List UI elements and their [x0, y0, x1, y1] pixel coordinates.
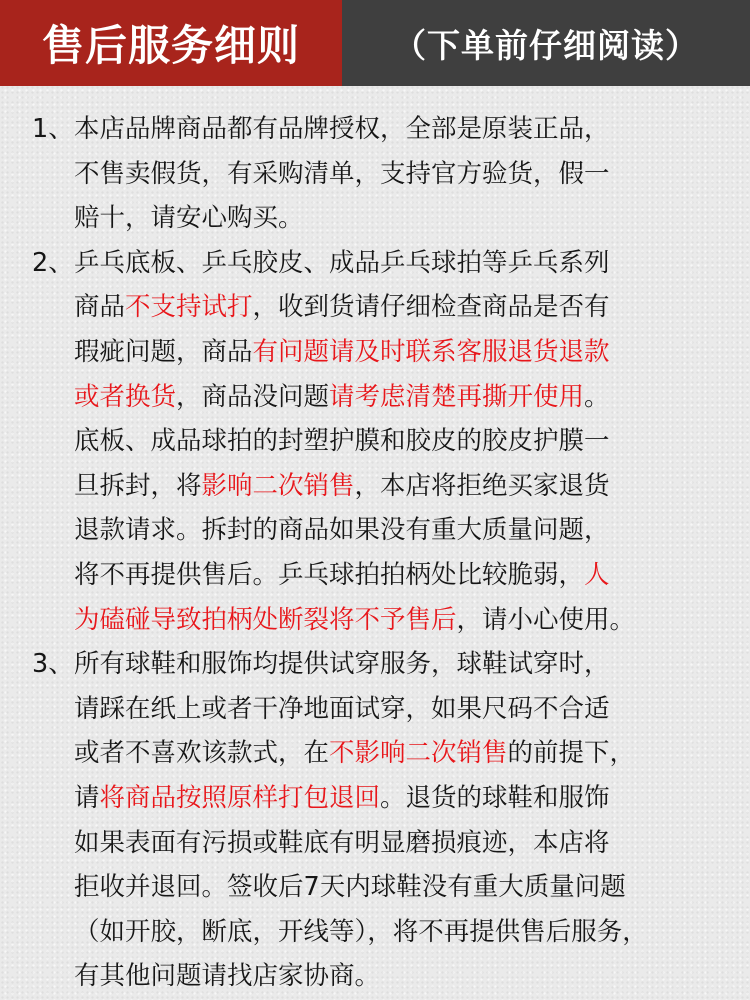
clause-line	[74, 375, 735, 420]
body-text: 。退货的球鞋和服饰	[380, 782, 610, 813]
clause-line	[74, 598, 735, 643]
page-subtitle: （下单前仔细阅读）	[393, 25, 699, 65]
header-bar	[0, 0, 750, 86]
highlighted-text: 有问题请及时联系客服退货退款	[252, 336, 610, 367]
clause-line	[74, 107, 735, 152]
body-text: 乒乓底板、乒乓胶皮、成品乒乓球拍等乒乓系列	[74, 247, 610, 278]
clause-item	[20, 107, 735, 241]
body-text: 。	[584, 381, 610, 412]
body-text: 不售卖假货，有采购清单，支持官方验货，假一	[74, 158, 610, 189]
body-text: 商品	[74, 292, 126, 323]
body-text: 旦拆封，将	[74, 470, 202, 501]
clause-line	[74, 152, 735, 197]
body-text: 拒收并退回。签收后7天内球鞋没有重大质量问题	[74, 872, 626, 903]
clause-number: 2、	[32, 247, 74, 278]
subtitle-block	[342, 0, 750, 86]
clause-line	[74, 464, 735, 509]
clause-item	[20, 642, 735, 999]
body-text: ，请小心使用。	[456, 604, 636, 635]
body-text: 退款请求。拆封的商品如果没有重大质量问题，	[74, 515, 610, 546]
body-text: 所有球鞋和服饰均提供试穿服务，球鞋试穿时，	[74, 649, 610, 680]
body-text: 有其他问题请找店家协商。	[74, 961, 381, 992]
clause-line	[74, 731, 735, 776]
clause-line	[74, 553, 735, 598]
clause-line	[74, 910, 735, 955]
body-text: 瑕疵问题，商品	[74, 336, 253, 367]
body-text: ，商品没问题	[176, 381, 330, 412]
highlighted-text: 人	[584, 559, 610, 590]
clause-line	[74, 954, 735, 999]
highlighted-text: 不支持试打	[125, 292, 253, 323]
clause-line	[74, 241, 735, 286]
clause-item	[20, 241, 735, 642]
highlighted-text: 请考虑清楚再撕开使用	[329, 381, 585, 412]
clause-line	[74, 419, 735, 464]
body-text: 将不再提供售后。乒乓球拍拍柄处比较脆弱，	[74, 559, 585, 590]
clause-line	[74, 687, 735, 732]
body-text: 的前提下，	[507, 738, 636, 769]
highlighted-text: 将商品按照原样打包退回	[99, 782, 381, 813]
highlighted-text: 影响二次销售	[201, 470, 355, 501]
highlighted-text: 或者换货	[74, 381, 177, 412]
body-text: （如开胶，断底，开线等），将不再提供售后服务，	[74, 916, 648, 947]
title-block	[0, 0, 342, 86]
highlighted-text: 不影响二次销售	[329, 738, 508, 769]
body-text: 底板、成品球拍的封塑护膜和胶皮的胶皮护膜一	[74, 426, 610, 457]
page-title: 售后服务细则	[41, 21, 300, 70]
body-text: ，收到货请仔细检查商品是否有	[252, 292, 610, 323]
clause-line	[74, 821, 735, 866]
highlighted-text: 为磕碰导致拍柄处断裂将不予售后	[74, 604, 457, 635]
clause-line	[74, 196, 735, 241]
body-text: 赔十，请安心购买。	[74, 203, 304, 234]
clause-line	[74, 865, 735, 910]
clause-line	[74, 285, 735, 330]
clause-number: 1、	[32, 114, 74, 144]
clause-line	[74, 776, 735, 821]
body-text: 请踩在纸上或者干净地面试穿，如果尺码不合适	[74, 693, 610, 724]
body-text: ，本店将拒绝买家退货	[354, 470, 610, 501]
clause-line	[74, 642, 735, 687]
body-text: 如果表面有污损或鞋底有明显磨损痕迹，本店将	[74, 827, 610, 858]
body-text: 请	[74, 782, 100, 813]
clause-number: 3、	[32, 649, 74, 680]
clause-line	[74, 508, 735, 553]
clauses-list	[20, 107, 735, 999]
body-text: 或者不喜欢该款式，在	[74, 738, 330, 769]
body-text: 本店品牌商品都有品牌授权，全部是原装正品，	[74, 114, 610, 144]
clause-line	[74, 330, 735, 375]
